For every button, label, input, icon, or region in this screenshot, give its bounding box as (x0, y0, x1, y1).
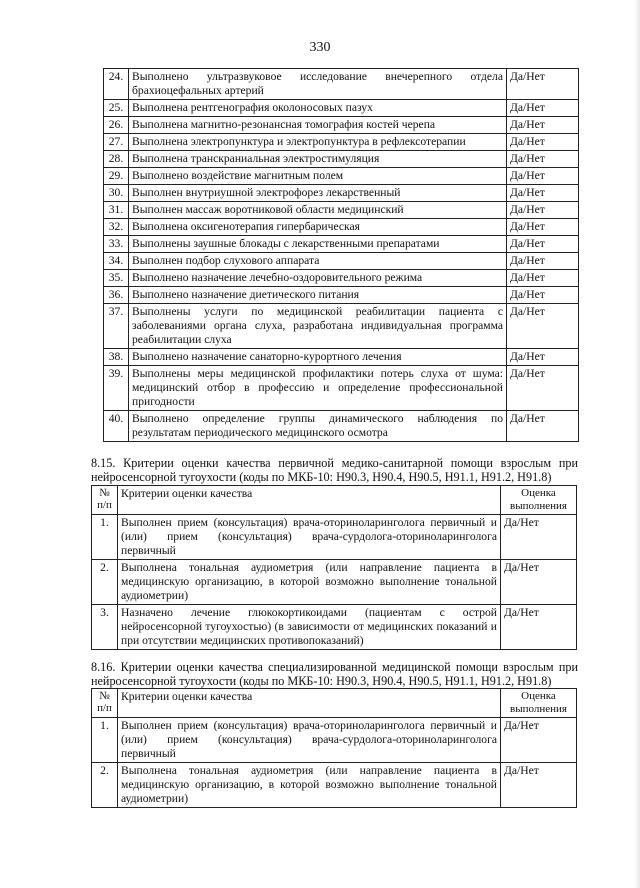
row-number: 40. (104, 411, 129, 442)
row-number: 27. (104, 134, 129, 151)
evaluation-value: Да/Нет (507, 134, 579, 151)
evaluation-value: Да/Нет (501, 763, 577, 808)
criterion-text: Выполнены услуги по медицинской реабилитации пациента с заболеваниями органа слуха, разработана индивидуальная программа реабилитации слуха (129, 304, 507, 349)
table-row (104, 304, 579, 349)
table-row (92, 718, 577, 763)
criterion-text: Выполнено ультразвуковое исследование внечерепного отдела брахиоцефальных артерий (129, 69, 507, 100)
row-number: 39. (104, 366, 129, 411)
criterion-text: Выполнена транскраниальная электростимуляция (129, 151, 507, 168)
criteria-table-body (104, 69, 579, 442)
criterion-text: Выполнена тональная аудиометрия (или направление пациента в медицинскую организацию, в которой возможно выполнение тональной аудиометрии) (118, 763, 501, 808)
table-row (104, 168, 579, 185)
evaluation-value: Да/Нет (507, 100, 579, 117)
evaluation-value: Да/Нет (507, 287, 579, 304)
table-row (104, 411, 579, 442)
criterion-text: Выполнен подбор слухового аппарата (129, 253, 507, 270)
row-number: 36. (104, 287, 129, 304)
row-number: 30. (104, 185, 129, 202)
table-row (104, 151, 579, 168)
evaluation-value: Да/Нет (507, 236, 579, 253)
table-row (104, 202, 579, 219)
criteria-table-continued (103, 68, 579, 442)
criterion-text: Выполнен прием (консультация) врача-оториноларинголога первичный и (или) прием (консультация) врача-сурдолога-оториноларинголога первичный (118, 718, 501, 763)
page-number: 330 (309, 40, 331, 55)
criterion-text: Выполнено воздействие магнитным полем (129, 168, 507, 185)
evaluation-value: Да/Нет (507, 151, 579, 168)
row-number: 1. (92, 718, 118, 763)
evaluation-value: Да/Нет (507, 117, 579, 134)
header-number: № п/п (92, 689, 118, 718)
table-row (104, 117, 579, 134)
criterion-text: Выполнено назначение диетического питания (129, 287, 507, 304)
criterion-text: Выполнены заушные блокады с лекарственными препаратами (129, 236, 507, 253)
row-number: 25. (104, 100, 129, 117)
section-8-15-title: 8.15. Критерии оценки качества первичной медико-санитарной помощи взрослым при нейросенсорной тугоухости (коды по МКБ-10: H90.3, H90.4, H90.5, H91.1, H91.2, H91.8) (91, 456, 578, 484)
table-row (92, 560, 577, 605)
section-8-16-title: 8.16. Критерии оценки качества специализированной медицинской помощи взрослым при нейросенсорной тугоухости (коды по МКБ-10: H90.3, H90.4, H90.5, H91.1, H91.2, H91.8) (91, 660, 578, 688)
header-evaluation: Оценка выполнения (501, 486, 577, 515)
table-row (104, 236, 579, 253)
criterion-text: Выполнена магнитно-резонансная томография костей черепа (129, 117, 507, 134)
table-row (104, 185, 579, 202)
row-number: 29. (104, 168, 129, 185)
table-row (104, 69, 579, 100)
table-row (104, 219, 579, 236)
row-number: 28. (104, 151, 129, 168)
scan-edge-shadow (634, 0, 640, 888)
criterion-text: Выполнена рентгенография околоносовых пазух (129, 100, 507, 117)
criterion-text: Выполнен массаж воротниковой области медицинский (129, 202, 507, 219)
criterion-text: Назначено лечение глюкокортикоидами (пациентам с острой нейросенсорной тугоухостью) (в зависимости от медицинских показаний и при отсутствии медицинских противопоказаний) (118, 605, 501, 650)
criteria-table-body (92, 515, 577, 650)
header-criteria: Критерии оценки качества (118, 486, 501, 515)
evaluation-value: Да/Нет (507, 349, 579, 366)
row-number: 2. (92, 560, 118, 605)
row-number: 37. (104, 304, 129, 349)
evaluation-value: Да/Нет (507, 202, 579, 219)
criterion-text: Выполнен внутриушной электрофорез лекарственный (129, 185, 507, 202)
evaluation-value: Да/Нет (507, 304, 579, 349)
table-row (104, 366, 579, 411)
criteria-table-8-16 (91, 688, 577, 808)
row-number: 34. (104, 253, 129, 270)
table-row (104, 253, 579, 270)
header-number: № п/п (92, 486, 118, 515)
criterion-text: Выполнено определение группы динамического наблюдения по результатам периодического медицинского осмотра (129, 411, 507, 442)
evaluation-value: Да/Нет (507, 253, 579, 270)
evaluation-value: Да/Нет (507, 219, 579, 236)
table-header-row (92, 689, 577, 718)
table-row (92, 763, 577, 808)
header-evaluation: Оценка выполнения (501, 689, 577, 718)
row-number: 31. (104, 202, 129, 219)
criterion-text: Выполнено назначение лечебно-оздоровительного режима (129, 270, 507, 287)
evaluation-value: Да/Нет (501, 718, 577, 763)
criteria-table-body (92, 718, 577, 808)
table-row (104, 349, 579, 366)
row-number: 33. (104, 236, 129, 253)
evaluation-value: Да/Нет (507, 366, 579, 411)
row-number: 35. (104, 270, 129, 287)
criterion-text: Выполнена электропунктура и электропунктура в рефлексотерапии (129, 134, 507, 151)
table-row (104, 287, 579, 304)
row-number: 32. (104, 219, 129, 236)
evaluation-value: Да/Нет (507, 270, 579, 287)
table-header-row (92, 486, 577, 515)
row-number: 26. (104, 117, 129, 134)
criterion-text: Выполнены меры медицинской профилактики потерь слуха от шума: медицинский отбор в профессию и определение профессиональной пригодности (129, 366, 507, 411)
header-criteria: Критерии оценки качества (118, 689, 501, 718)
evaluation-value: Да/Нет (507, 411, 579, 442)
evaluation-value: Да/Нет (507, 69, 579, 100)
table-row (104, 270, 579, 287)
row-number: 2. (92, 763, 118, 808)
criterion-text: Выполнена тональная аудиометрия (или направление пациента в медицинскую организацию, в которой возможно выполнение тональной аудиометрии) (118, 560, 501, 605)
evaluation-value: Да/Нет (501, 515, 577, 560)
table-row (92, 605, 577, 650)
row-number: 1. (92, 515, 118, 560)
row-number: 38. (104, 349, 129, 366)
evaluation-value: Да/Нет (507, 168, 579, 185)
table-row (104, 100, 579, 117)
criterion-text: Выполнен прием (консультация) врача-оториноларинголога первичный и (или) прием (консультация) врача-сурдолога-оториноларинголога первичный (118, 515, 501, 560)
evaluation-value: Да/Нет (501, 605, 577, 650)
table-row (104, 134, 579, 151)
evaluation-value: Да/Нет (501, 560, 577, 605)
criterion-text: Выполнено назначение санаторно-курортного лечения (129, 349, 507, 366)
criterion-text: Выполнена оксигенотерапия гипербарическая (129, 219, 507, 236)
row-number: 24. (104, 69, 129, 100)
table-row (92, 515, 577, 560)
evaluation-value: Да/Нет (507, 185, 579, 202)
row-number: 3. (92, 605, 118, 650)
criteria-table-8-15 (91, 485, 577, 650)
